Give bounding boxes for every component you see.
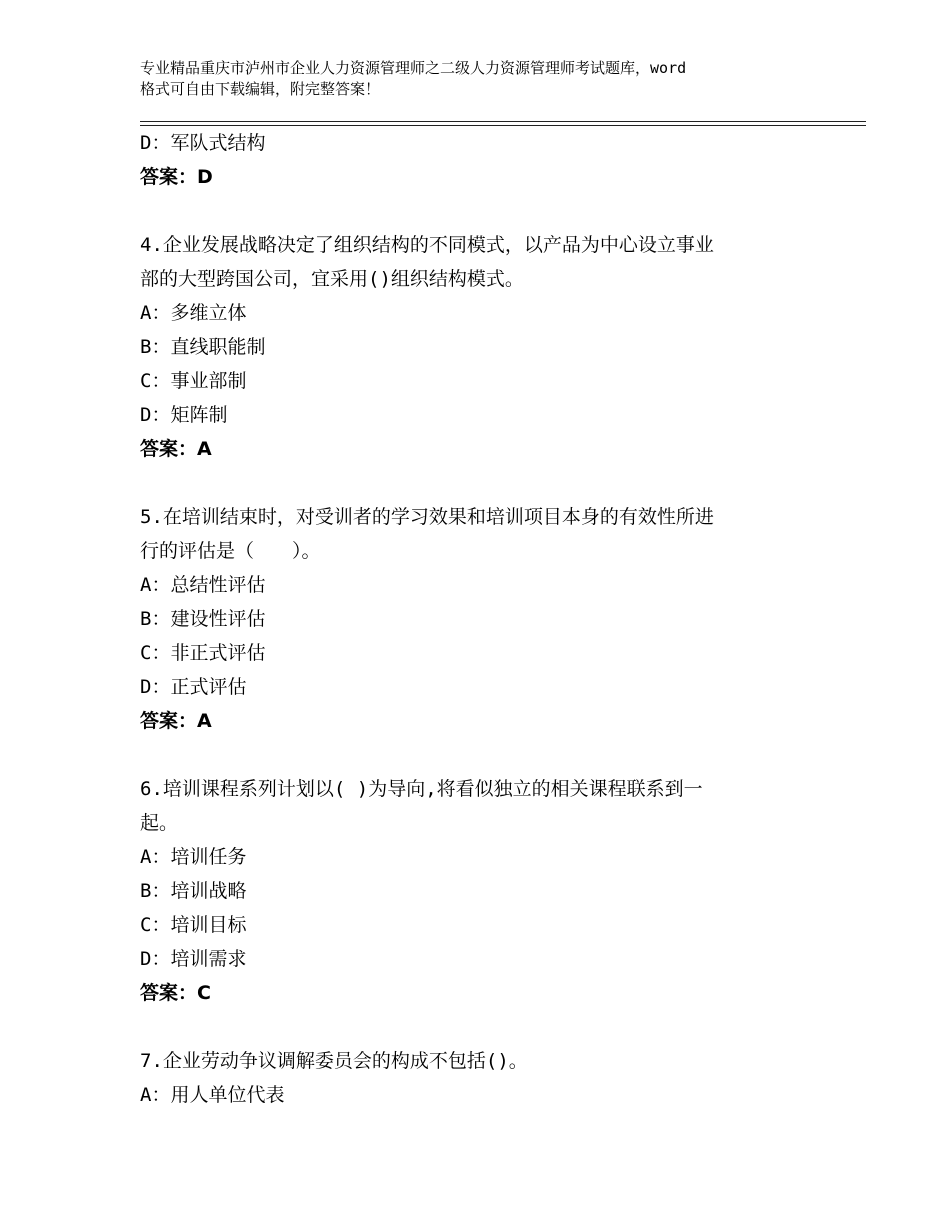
spacer — [140, 738, 820, 772]
question-4 — [140, 228, 820, 466]
question-stem: 4.企业发展战略决定了组织结构的不同模式，以产品为中心设立事业 — [140, 234, 714, 256]
option-a: A：培训任务 — [140, 846, 247, 868]
question-stem: 5.在培训结束时，对受训者的学习效果和培训项目本身的有效性所进 — [140, 506, 714, 528]
option-b: B：直线职能制 — [140, 336, 266, 358]
question-5 — [140, 500, 820, 738]
option-d: D：正式评估 — [140, 676, 247, 698]
header-rule-top — [140, 121, 866, 122]
option-c: C：事业部制 — [140, 370, 247, 392]
question-stem: 6.培训课程系列计划以( )为导向,将看似独立的相关课程联系到一 — [140, 778, 703, 800]
answer: 答案：C — [140, 982, 211, 1004]
question-stem: 部的大型跨国公司，宜采用()组织结构模式。 — [140, 268, 524, 290]
question-3-tail — [140, 126, 820, 194]
option-b: B：培训战略 — [140, 880, 247, 902]
option-a: A：用人单位代表 — [140, 1084, 285, 1106]
option-a: A：总结性评估 — [140, 574, 266, 596]
question-stem: 起。 — [140, 812, 179, 834]
option-a: A：多维立体 — [140, 302, 247, 324]
option-b: B：建设性评估 — [140, 608, 266, 630]
option-c: C：非正式评估 — [140, 642, 266, 664]
question-stem: 行的评估是（ ）。 — [140, 540, 321, 562]
spacer — [140, 466, 820, 500]
document-header — [140, 58, 840, 100]
spacer — [140, 194, 820, 228]
answer: 答案：D — [140, 166, 213, 188]
spacer — [140, 1010, 820, 1044]
answer: 答案：A — [140, 710, 212, 732]
header-title-line-1: 专业精品重庆市泸州市企业人力资源管理师之二级人力资源管理师考试题库，word — [140, 59, 687, 77]
option-d: D：矩阵制 — [140, 404, 228, 426]
document-body — [140, 126, 820, 1112]
option-d: D：培训需求 — [140, 948, 247, 970]
question-7 — [140, 1044, 820, 1112]
question-6 — [140, 772, 820, 1010]
option-d: D：军队式结构 — [140, 132, 266, 154]
answer: 答案：A — [140, 438, 212, 460]
question-stem: 7.企业劳动争议调解委员会的构成不包括()。 — [140, 1050, 528, 1072]
header-title-line-2: 格式可自由下载编辑，附完整答案！ — [140, 80, 381, 98]
option-c: C：培训目标 — [140, 914, 247, 936]
